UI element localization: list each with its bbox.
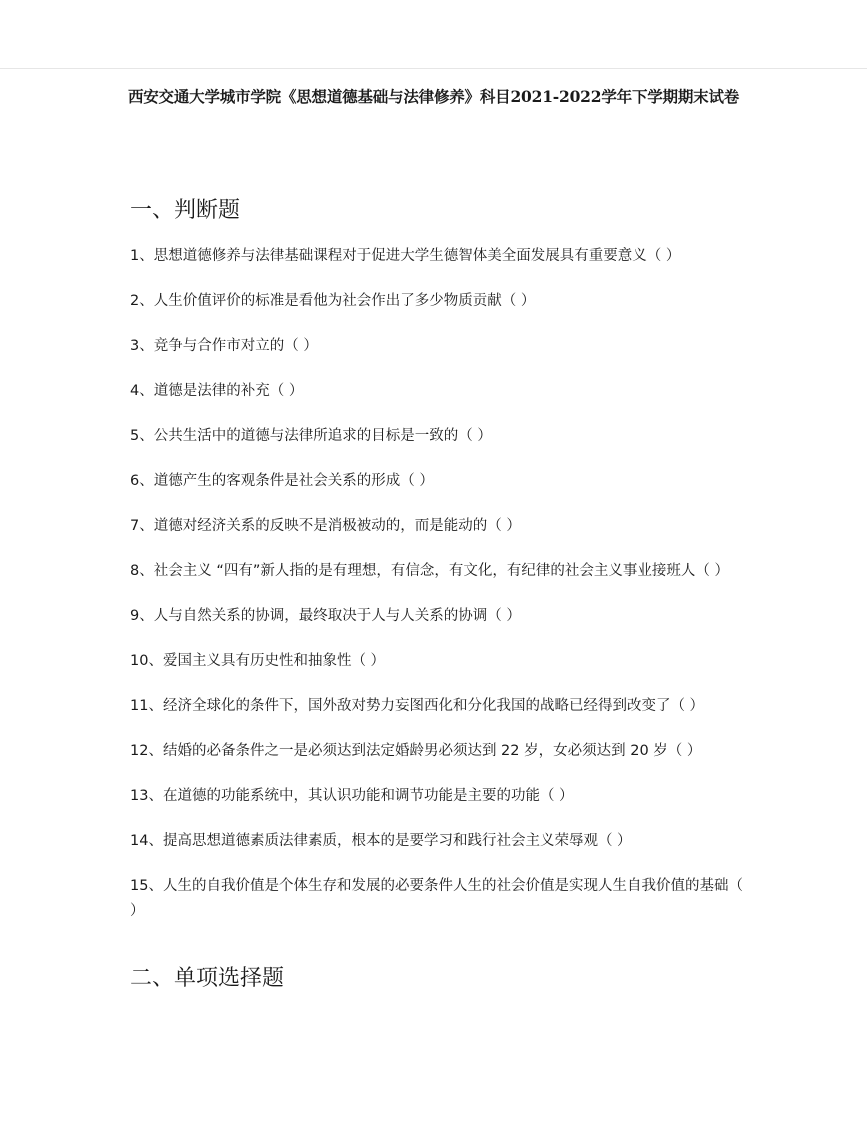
question-item: 1、思想道德修养与法律基础课程对于促进大学生德智体美全面发展具有重要意义（ ）: [130, 248, 681, 264]
question-item: 15、人生的自我价值是个体生存和发展的必要条件人生的社会价值是实现人生自我价值的基础（ ）: [130, 878, 743, 919]
question-item: 2、人生价值评价的标准是看他为社会作出了多少物质贡献（ ）: [130, 293, 536, 309]
question-item: 14、提高思想道德素质法律素质，根本的是要学习和践行社会主义荣辱观（ ）: [130, 833, 632, 849]
true-false-question-list: [130, 244, 750, 944]
question-item: 12、结婚的必备条件之一是必须达到法定婚龄男必须达到 22 岁，女必须达到 20 岁（ ）: [130, 743, 702, 759]
document-title: 西安交通大学城市学院《思想道德基础与法律修养》科目2021-2022学年下学期期末试卷: [127, 87, 740, 106]
question-item: 8、社会主义 “四有”新人指的是有理想，有信念，有文化，有纪律的社会主义事业接班人（ ）: [130, 563, 729, 579]
question-item: 5、公共生活中的道德与法律所追求的目标是一致的（ ）: [130, 428, 492, 444]
question-item: 10、爱国主义具有历史性和抽象性（ ）: [130, 653, 386, 669]
section-heading-single-choice: 二、单项选择题: [130, 966, 285, 991]
question-item: 13、在道德的功能系统中，其认识功能和调节功能是主要的功能（ ）: [130, 788, 574, 804]
question-item: 7、道德对经济关系的反映不是消极被动的，而是能动的（ ）: [130, 518, 521, 534]
question-item: 4、道德是法律的补充（ ）: [130, 383, 304, 399]
question-item: 11、经济全球化的条件下，国外敌对势力妄图西化和分化我国的战略已经得到改变了（ ）: [130, 698, 705, 714]
question-item: 6、道德产生的客观条件是社会关系的形成（ ）: [130, 473, 434, 489]
question-item: 3、竞争与合作市对立的（ ）: [130, 338, 318, 354]
section-heading-true-false: 一、判断题: [130, 198, 241, 223]
question-item: 9、人与自然关系的协调，最终取决于人与人关系的协调（ ）: [130, 608, 521, 624]
top-divider: [0, 68, 867, 69]
